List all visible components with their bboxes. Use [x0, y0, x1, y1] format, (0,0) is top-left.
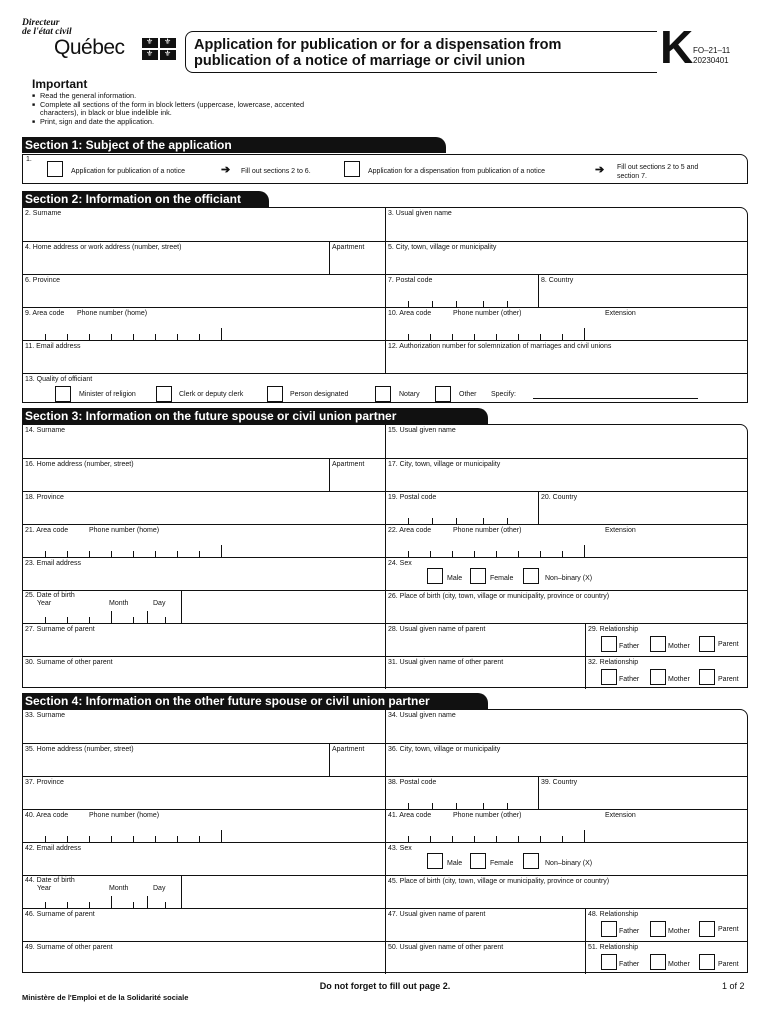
parent-checkbox[interactable]: [699, 669, 715, 685]
sex-label: 24. Sex: [388, 560, 412, 567]
section-3-frame: [22, 424, 748, 688]
person-designated-checkbox[interactable]: [267, 386, 283, 402]
officiant-postal-label: 7. Postal code: [388, 277, 433, 284]
quality-label: 13. Quality of officiant: [25, 376, 93, 383]
publication-checkbox[interactable]: [47, 161, 63, 177]
phone-home-label: Phone number (home): [77, 310, 148, 317]
phone-other-label: Phone number (other): [453, 812, 522, 819]
officiant-address-label: 4. Home address or work address (number, street): [25, 244, 182, 251]
month-label: Month: [109, 600, 129, 607]
phone-other-label: Phone number (other): [453, 527, 522, 534]
sex-label: 43. Sex: [388, 845, 412, 852]
sex-male-checkbox[interactable]: [427, 853, 443, 869]
other-label: Other: [459, 391, 477, 398]
section-2-header: Section 2: Information on the officiant: [22, 191, 269, 207]
officiant-surname-label: 2. Surname: [25, 210, 62, 217]
officiant-email-label: 11. Email address: [25, 343, 81, 350]
spouse-province-label: 18. Province: [25, 494, 64, 501]
day-label: Day: [153, 600, 166, 607]
mother-label: Mother: [668, 643, 690, 650]
area-code-label: 21. Area code: [25, 527, 69, 534]
list-item: ■ Read the general information.: [32, 92, 402, 101]
mother-checkbox[interactable]: [650, 636, 666, 652]
area-code-label: 10. Area code: [388, 310, 432, 317]
section-4-header: Section 4: Information on the other future spouse or civil union partner: [22, 693, 488, 709]
form-code: FO–21–11 20230401: [693, 46, 731, 65]
specify-label: Specify:: [491, 391, 516, 398]
other-parent-given-name-label: 31. Usual given name of other parent: [388, 659, 504, 666]
mother-label: Mother: [668, 676, 690, 683]
phone-other-label: Phone number (other): [453, 310, 522, 317]
sex-female-checkbox[interactable]: [470, 853, 486, 869]
father-checkbox[interactable]: [601, 954, 617, 970]
relationship-label: 48. Relationship: [588, 911, 639, 918]
apartment-label: Apartment: [332, 746, 365, 753]
other-checkbox[interactable]: [435, 386, 451, 402]
mother-checkbox[interactable]: [650, 669, 666, 685]
officiant-given-name-label: 3. Usual given name: [388, 210, 452, 217]
nonbinary-label: Non–binary (X): [545, 575, 593, 582]
section-1-frame: [22, 154, 748, 184]
partner-given-name-label: 34. Usual given name: [388, 712, 456, 719]
important-list: [32, 92, 402, 126]
parent-checkbox[interactable]: [699, 921, 715, 937]
other-parent-surname-label: 30. Surname of other parent: [25, 659, 113, 666]
mother-checkbox[interactable]: [650, 954, 666, 970]
officiant-city-label: 5. City, town, village or municipality: [388, 244, 497, 251]
partner-city-label: 36. City, town, village or municipality: [388, 746, 501, 753]
dob-label: 25. Date of birth: [25, 592, 75, 599]
clerk-label: Clerk or deputy clerk: [179, 391, 244, 398]
parent-label: Parent: [718, 961, 739, 968]
clerk-checkbox[interactable]: [156, 386, 172, 402]
dob-label: 44. Date of birth: [25, 877, 75, 884]
extension-label: Extension: [605, 310, 636, 317]
extension-label: Extension: [605, 812, 636, 819]
partner-address-label: 35. Home address (number, street): [25, 746, 134, 753]
minister-checkbox[interactable]: [55, 386, 71, 402]
footer-reminder: Do not forget to fill out page 2.: [319, 981, 451, 991]
spouse-address-label: 16. Home address (number, street): [25, 461, 134, 468]
fill-note-1: Fill out sections 2 to 6.: [241, 168, 311, 175]
area-code-label: 40. Area code: [25, 812, 69, 819]
partner-email-label: 42. Email address: [25, 845, 82, 852]
arrow-right-icon: ➔: [221, 164, 231, 176]
father-checkbox[interactable]: [601, 921, 617, 937]
partner-country-label: 39. Country: [541, 779, 578, 786]
authorization-number-label: 12. Authorization number for solemnization of marriages and civil unions: [388, 343, 612, 350]
ministry-name: Ministère de l'Emploi et de la Solidarité sociale: [22, 993, 189, 1002]
relationship-label: 29. Relationship: [588, 626, 639, 633]
phone-home-label: Phone number (home): [89, 812, 160, 819]
phone-home-label: Phone number (home): [89, 527, 160, 534]
parent-surname-label: 46. Surname of parent: [25, 911, 95, 918]
fleur-de-lis-flag-icon: [142, 38, 178, 62]
quebec-logo: Québec: [54, 36, 125, 59]
sex-female-checkbox[interactable]: [470, 568, 486, 584]
list-item: ■ Print, sign and date the application.: [32, 118, 402, 127]
partner-postal-label: 38. Postal code: [388, 779, 437, 786]
minister-label: Minister of religion: [79, 391, 136, 398]
spouse-postal-label: 19. Postal code: [388, 494, 437, 501]
birthplace-label: 45. Place of birth (city, town, village or municipality, province or country): [388, 878, 610, 885]
sex-nonbinary-checkbox[interactable]: [523, 853, 539, 869]
female-label: Female: [490, 860, 514, 867]
father-label: Father: [619, 928, 640, 935]
org-name-logo: Directeur de l'état civil: [22, 18, 72, 37]
parent-label: Parent: [718, 676, 739, 683]
apartment-label: Apartment: [332, 461, 365, 468]
spouse-given-name-label: 15. Usual given name: [388, 427, 456, 434]
arrow-right-icon: ➔: [595, 164, 605, 176]
notary-checkbox[interactable]: [375, 386, 391, 402]
section-2-frame: [22, 207, 748, 403]
spouse-country-label: 20. Country: [541, 494, 578, 501]
area-code-label: 9. Area code: [25, 310, 65, 317]
birthplace-label: 26. Place of birth (city, town, village or municipality, province or country): [388, 593, 610, 600]
officiant-country-label: 8. Country: [541, 277, 574, 284]
mother-checkbox[interactable]: [650, 921, 666, 937]
relationship-label: 51. Relationship: [588, 944, 639, 951]
month-label: Month: [109, 885, 129, 892]
year-label: Year: [37, 600, 52, 607]
page-number: 1 of 2: [722, 981, 745, 991]
sex-male-checkbox[interactable]: [427, 568, 443, 584]
nonbinary-label: Non–binary (X): [545, 860, 593, 867]
father-label: Father: [619, 643, 640, 650]
list-item: ■ Complete all sections of the form in block letters (uppercase, lowercase, accented characters), in black or blue indelible ink.: [32, 101, 402, 118]
parent-given-name-label: 47. Usual given name of parent: [388, 911, 486, 918]
partner-province-label: 37. Province: [25, 779, 64, 786]
parent-given-name-label: 28. Usual given name of parent: [388, 626, 486, 633]
father-label: Father: [619, 961, 640, 968]
person-designated-label: Person designated: [290, 391, 349, 398]
relationship-label: 32. Relationship: [588, 659, 639, 666]
mother-label: Mother: [668, 928, 690, 935]
sex-nonbinary-checkbox[interactable]: [523, 568, 539, 584]
fill-note-2: Fill out sections 2 to 5 and section 7.: [617, 164, 699, 180]
section-3-header: Section 3: Information on the future spouse or civil union partner: [22, 408, 488, 424]
parent-label: Parent: [718, 926, 739, 933]
notary-label: Notary: [399, 391, 420, 398]
area-code-label: 41. Area code: [388, 812, 432, 819]
day-label: Day: [153, 885, 166, 892]
spouse-surname-label: 14. Surname: [25, 427, 66, 434]
father-checkbox[interactable]: [601, 669, 617, 685]
parent-checkbox[interactable]: [699, 636, 715, 652]
area-code-label: 22. Area code: [388, 527, 432, 534]
specify-field[interactable]: [533, 398, 698, 399]
apartment-label: Apartment: [332, 244, 365, 251]
female-label: Female: [490, 575, 514, 582]
field-number: 1.: [26, 156, 32, 163]
section-4-frame: [22, 709, 748, 973]
year-label: Year: [37, 885, 52, 892]
other-parent-given-name-label: 50. Usual given name of other parent: [388, 944, 504, 951]
dispensation-checkbox[interactable]: [344, 161, 360, 177]
spouse-city-label: 17. City, town, village or municipality: [388, 461, 501, 468]
father-checkbox[interactable]: [601, 636, 617, 652]
mother-label: Mother: [668, 961, 690, 968]
parent-surname-label: 27. Surname of parent: [25, 626, 95, 633]
publication-label: Application for publication of a notice: [71, 168, 186, 175]
father-label: Father: [619, 676, 640, 683]
important-heading: Important: [32, 77, 88, 91]
section-1-header: Section 1: Subject of the application: [22, 137, 446, 153]
male-label: Male: [447, 575, 463, 582]
form-title: Application for publication or for a dispensation from publication of a notice of marriage or civil union: [185, 31, 657, 73]
parent-label: Parent: [718, 641, 739, 648]
officiant-province-label: 6. Province: [25, 277, 61, 284]
dispensation-label: Application for a dispensation from publication of a notice: [368, 168, 546, 175]
extension-label: Extension: [605, 527, 636, 534]
male-label: Male: [447, 860, 463, 867]
form-letter: K: [660, 21, 694, 73]
other-parent-surname-label: 49. Surname of other parent: [25, 944, 113, 951]
spouse-email-label: 23. Email address: [25, 560, 82, 567]
partner-surname-label: 33. Surname: [25, 712, 66, 719]
parent-checkbox[interactable]: [699, 954, 715, 970]
